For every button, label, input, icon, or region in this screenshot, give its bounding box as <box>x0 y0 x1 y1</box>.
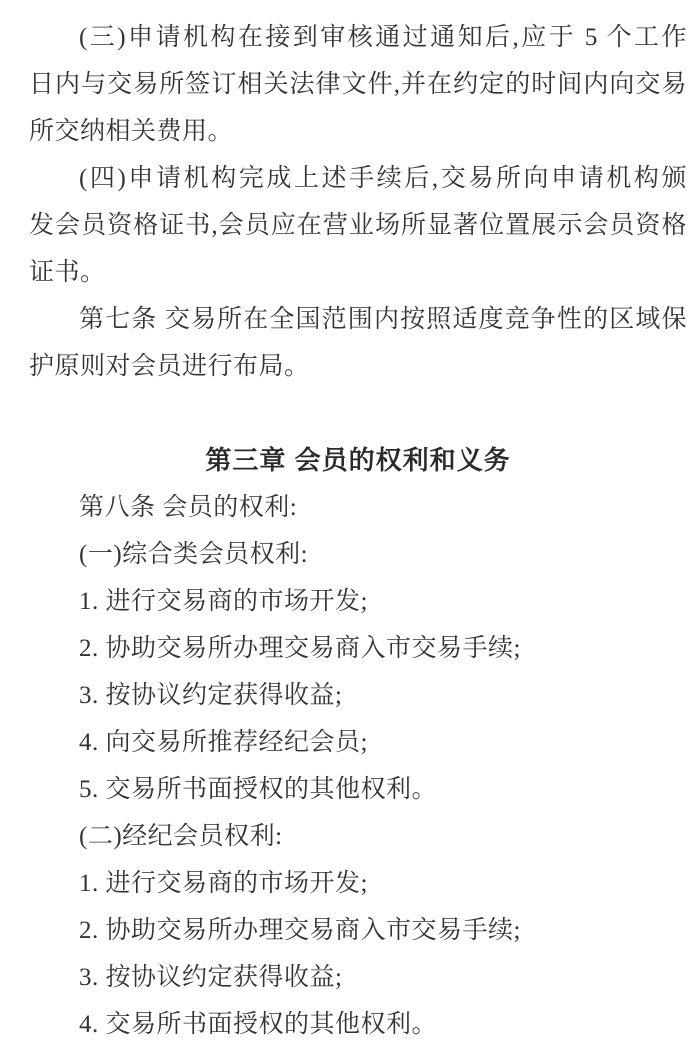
paragraph-line: (三)申请机构在接到审核通过通知后,应于 5 个工作 <box>79 24 687 51</box>
paragraph-article-8 <box>29 484 687 1047</box>
list-item: 1. 进行交易商的市场开发; <box>79 870 368 897</box>
article-8-title-line: 第八条 会员的权利: <box>79 494 298 521</box>
paragraph-line: 护原则对会员进行布局。 <box>29 353 310 380</box>
paragraph-line: (四)申请机构完成上述手续后,交易所向申请机构颁 <box>79 165 687 192</box>
part-2-label: (二)经纪会员权利: <box>79 823 283 850</box>
list-item: 5. 交易所书面授权的其他权利。 <box>79 776 438 803</box>
list-item: 2. 协助交易所办理交易商入市交易手续; <box>79 917 521 944</box>
paragraph-article-7 <box>29 296 687 390</box>
paragraph-line: 发会员资格证书,会员应在营业场所显著位置展示会员资格 <box>29 212 687 239</box>
paragraph-clause-4 <box>29 155 687 296</box>
list-item: 2. 协助交易所办理交易商入市交易手续; <box>79 635 521 662</box>
paragraph-clause-3 <box>29 14 687 155</box>
blank-line-spacer <box>29 390 687 437</box>
part-1-label: (一)综合类会员权利: <box>79 541 309 568</box>
list-item: 3. 按协议约定获得收益; <box>79 682 343 709</box>
chapter-heading: 第三章 会员的权利和义务 <box>205 445 511 475</box>
paragraph-line: 第七条 交易所在全国范围内按照适度竞争性的区域保 <box>79 306 687 333</box>
list-item: 1. 进行交易商的市场开发; <box>79 588 368 615</box>
paragraph-line: 证书。 <box>29 259 106 286</box>
list-item: 4. 交易所书面授权的其他权利。 <box>79 1011 438 1038</box>
paragraph-line: 日内与交易所签订相关法律文件,并在约定的时间内向交易 <box>29 71 687 98</box>
paragraph-line: 所交纳相关费用。 <box>29 118 234 145</box>
list-item: 3. 按协议约定获得收益; <box>79 964 343 991</box>
list-item: 4. 向交易所推荐经纪会员; <box>79 729 368 756</box>
